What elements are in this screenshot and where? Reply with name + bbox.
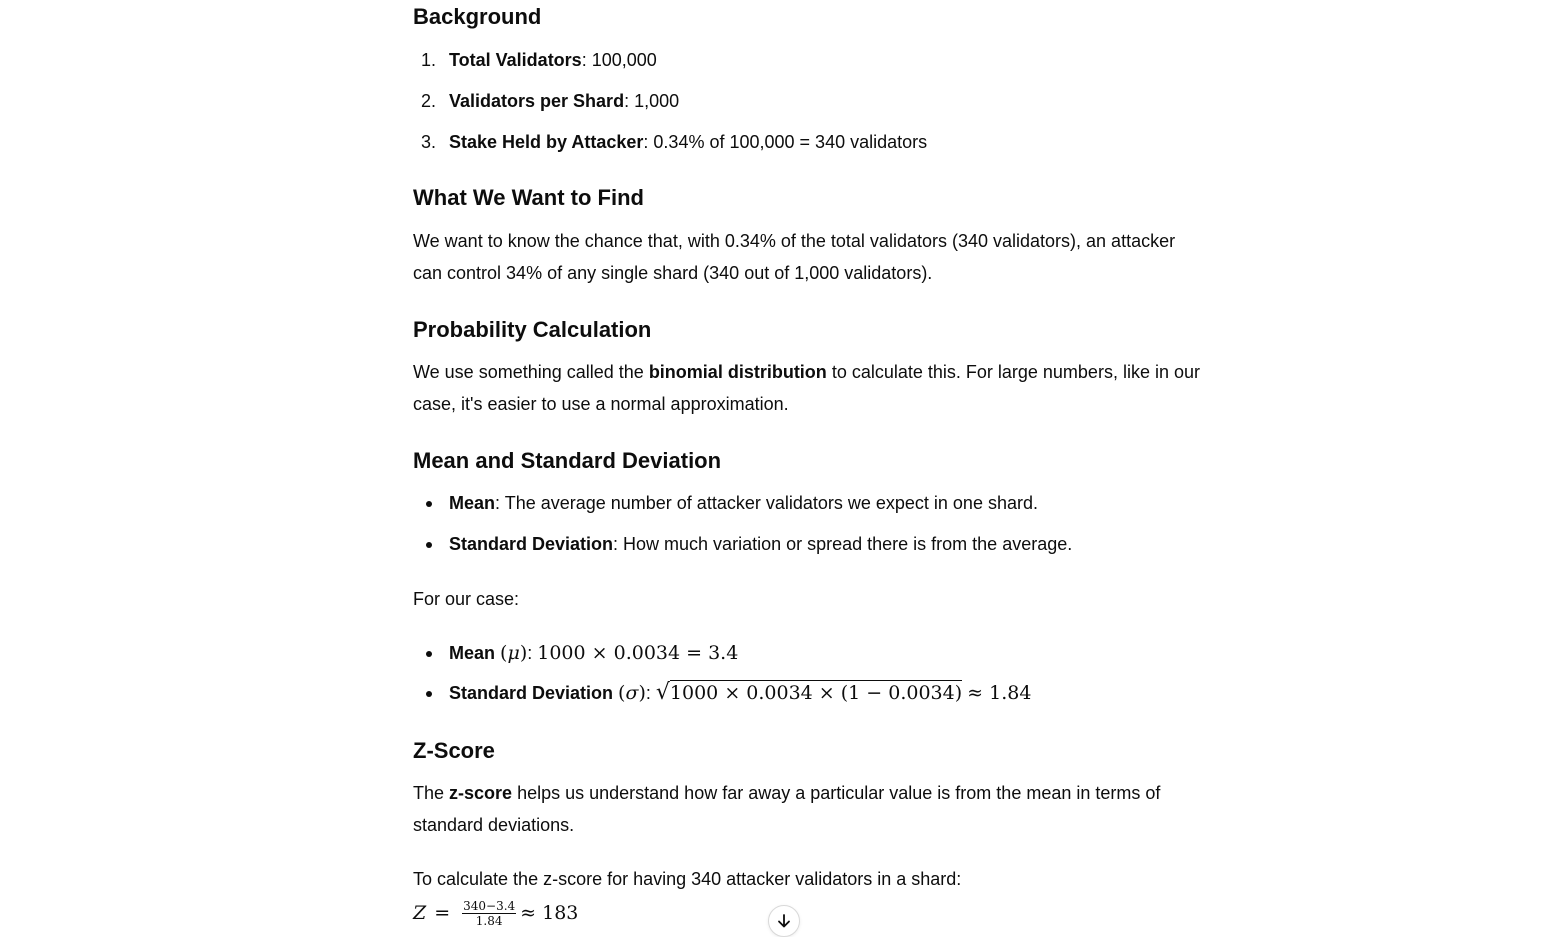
sqrt-expression <box>656 682 962 704</box>
equals-sign: = <box>434 902 451 924</box>
section-heading-find: What We Want to Find <box>413 185 644 210</box>
zscore-formula <box>413 895 578 931</box>
paragraph-zscore <box>413 777 1223 841</box>
list-item <box>413 531 1223 572</box>
list-term: Mean <box>449 643 496 663</box>
z-variable: Z <box>413 902 427 924</box>
list-text: : 0.34% of 100,000 = 340 validators <box>643 132 928 152</box>
paragraph-line: We want to know the chance that, with 0.34% of the total validators (340 validators), an attacker <box>413 231 1176 251</box>
paragraph-line: standard deviations. <box>413 815 575 835</box>
bold-term: binomial distribution <box>648 362 827 382</box>
list-text: : 100,000 <box>581 50 657 70</box>
list-item-sd: Standard Deviation (σ): √1000 × 0.0034 × (1 − 0.0034) ≈ 1.84 <box>413 680 1223 720</box>
text-span: We use something called the <box>413 362 649 382</box>
list-term: Standard Deviation <box>449 683 614 703</box>
list-text: : How much variation or spread there is from the average. <box>613 534 1073 554</box>
list-item <box>413 129 1223 170</box>
scroll-to-bottom-button[interactable] <box>768 905 800 937</box>
sqrt-icon: √ <box>655 680 670 705</box>
text-span: The <box>413 783 450 803</box>
values-list <box>413 640 1223 720</box>
list-term: Validators per Shard <box>449 91 625 111</box>
list-item <box>413 88 1223 129</box>
list-item <box>413 47 1223 88</box>
paragraph-find <box>413 225 1223 289</box>
section-heading-zscore: Z-Score <box>413 738 495 763</box>
fraction <box>462 899 516 928</box>
paragraph-probability <box>413 356 1223 420</box>
list-item <box>413 490 1223 531</box>
background-list <box>413 47 1223 170</box>
list-term: Total Validators <box>449 50 582 70</box>
fraction-numerator: 340−3.4 <box>463 898 516 913</box>
section-heading-mean-sd: Mean and Standard Deviation <box>413 448 722 473</box>
math-expression: 1000 × 0.0034 = 3.4 <box>537 642 739 664</box>
list-term: Standard Deviation <box>449 534 614 554</box>
paragraph-line: case, it's easier to use a normal approximation. <box>413 394 789 414</box>
sigma-symbol: σ <box>625 682 639 704</box>
list-number: 2. <box>421 91 437 111</box>
text-span: to calculate this. For large numbers, like in our <box>826 362 1200 382</box>
definitions-list <box>413 490 1223 572</box>
list-number: 3. <box>421 132 437 152</box>
list-text: : The average number of attacker validators we expect in one shard. <box>495 493 1038 513</box>
z-result: ≈ 183 <box>520 902 579 924</box>
arrow-down-icon <box>776 913 792 929</box>
list-number: 1. <box>421 50 437 70</box>
section-heading-background: Background <box>413 4 542 29</box>
math-symbol: (σ) <box>618 682 646 704</box>
sqrt-radicand: 1000 × 0.0034 × (1 − 0.0034) <box>669 682 963 704</box>
for-our-case: For our case: <box>413 589 520 609</box>
math-result: ≈ 1.84 <box>967 682 1032 704</box>
text-span: helps us understand how far away a particular value is from the mean in terms of <box>512 783 1161 803</box>
list-item-mean: Mean (μ): 1000 × 0.0034 = 3.4 <box>413 640 1223 680</box>
list-text: : 1,000 <box>624 91 680 111</box>
section-heading-probability: Probability Calculation <box>413 317 652 342</box>
math-symbol: (μ) <box>500 642 528 664</box>
list-term: Mean <box>449 493 496 513</box>
fraction-denominator: 1.84 <box>475 913 503 928</box>
list-term: Stake Held by Attacker <box>449 132 644 152</box>
zscore-intro: To calculate the z-score for having 340 attacker validators in a shard: <box>413 869 962 889</box>
paragraph-line: can control 34% of any single shard (340 out of 1,000 validators). <box>413 263 933 283</box>
mu-symbol: μ <box>507 642 520 664</box>
bold-term: z-score <box>449 783 513 803</box>
